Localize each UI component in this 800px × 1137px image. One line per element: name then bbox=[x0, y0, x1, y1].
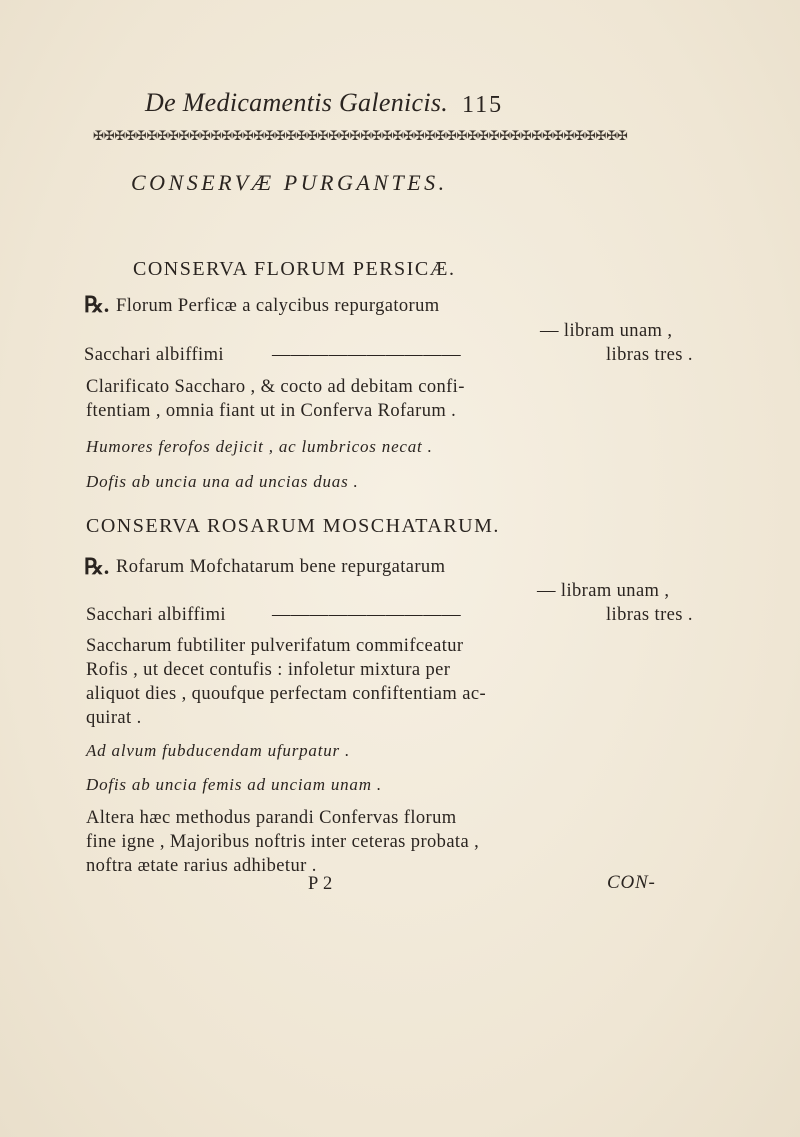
section-title: CONSERVÆ PURGANTES. bbox=[131, 170, 448, 195]
running-title: De Medicamentis Galenicis. bbox=[145, 88, 449, 117]
recipe2-paragraph-line4: quirat . bbox=[86, 708, 142, 728]
recipe-symbol: ℞. bbox=[84, 292, 110, 317]
recipe-heading-persicae: CONSERVA FLORUM PERSICÆ. bbox=[133, 258, 456, 280]
recipe1-virtue: Humores ferofos dejicit , ac lumbricos necat . bbox=[86, 437, 433, 456]
recipe-heading-moschatarum: CONSERVA ROSARUM MOSCHATARUM. bbox=[86, 515, 500, 537]
recipe2-paragraph-line1: Saccharum fubtiliter pulverifatum commifceatur bbox=[86, 636, 464, 656]
recipe2-paragraph-line3: aliquot dies , quoufque perfectam confiftentiam ac- bbox=[86, 684, 487, 704]
recipe2-line1: Rofarum Mofchatarum bene repurgatarum bbox=[116, 557, 446, 577]
recipe2-dash: —————————— bbox=[272, 605, 461, 625]
recipe1-dose: Dofis ab uncia una ad uncias duas . bbox=[86, 472, 359, 491]
recipe2-dose: Dofis ab uncia femis ad unciam unam . bbox=[86, 775, 382, 794]
recipe1-dash: —————————— bbox=[272, 345, 461, 365]
closing-line2: fine igne , Majoribus noftris inter ceteras probata , bbox=[86, 832, 480, 852]
recipe2-line2: — libram unam , bbox=[537, 581, 670, 601]
recipe1-paragraph-line2: ftentiam , omnia fiant ut in Conferva Rofarum . bbox=[86, 401, 457, 421]
recipe1-paragraph-line1: Clarificato Saccharo , & cocto ad debitam confi- bbox=[86, 377, 465, 397]
recipe2-paragraph-line2: Rofis , ut decet contufis : infoletur mixtura per bbox=[86, 660, 451, 680]
recipe1-line3-left: Sacchari albiffimi bbox=[84, 345, 224, 365]
recipe1-line1: Florum Perficæ a calycibus repurgatorum bbox=[116, 296, 440, 316]
signature-mark: P 2 bbox=[308, 874, 333, 894]
recipe-symbol: ℞. bbox=[84, 554, 110, 579]
closing-line3: noftra ætate rarius adhibetur . bbox=[86, 856, 317, 876]
closing-line1: Altera hæc methodus parandi Confervas florum bbox=[86, 808, 457, 828]
recipe2-virtue: Ad alvum fubducendam ufurpatur . bbox=[86, 741, 351, 760]
page-number: 115 bbox=[462, 92, 504, 118]
ornament-border: ✠✠✠✠✠✠✠✠✠✠✠✠✠✠✠✠✠✠✠✠✠✠✠✠✠✠✠✠✠✠✠✠✠✠✠✠✠✠✠✠✠✠✠✠✠✠✠✠✠✠ bbox=[93, 128, 628, 143]
recipe1-line3-right: libras tres . bbox=[606, 345, 693, 365]
catchword: CON- bbox=[607, 872, 656, 893]
recipe2-line3-left: Sacchari albiffimi bbox=[86, 605, 226, 625]
recipe1-line2: — libram unam , bbox=[540, 321, 673, 341]
recipe2-line3-right: libras tres . bbox=[606, 605, 693, 625]
